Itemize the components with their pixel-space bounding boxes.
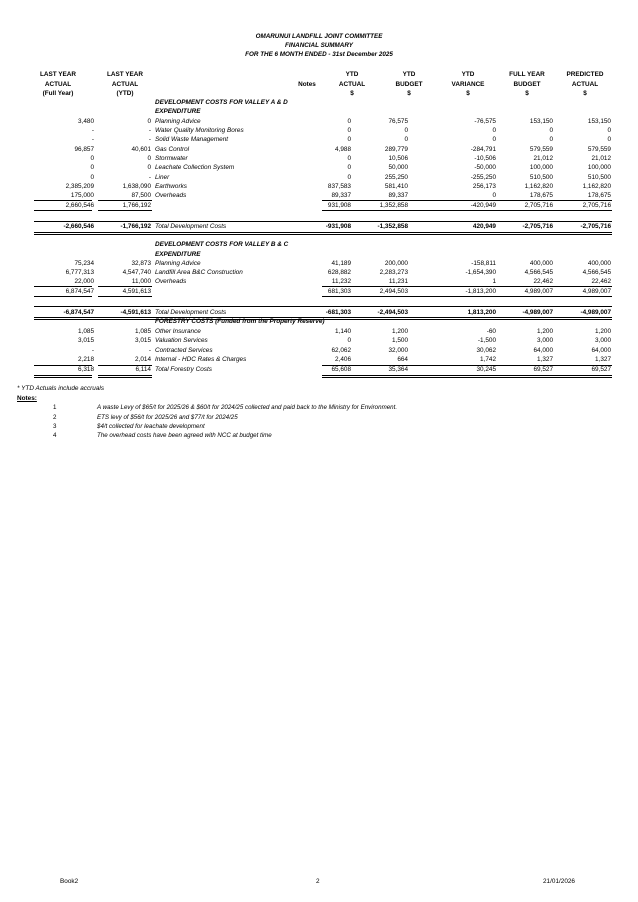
cell-c4: 628,882: [327, 269, 351, 276]
subtotal-rule: [322, 375, 612, 376]
cell-c8: 400,000: [587, 260, 611, 267]
note-number: 3: [53, 423, 57, 430]
cell-c5: 2,494,503: [379, 288, 408, 295]
cell-c5: 32,000: [388, 347, 408, 354]
cell-c2: 11,000: [131, 278, 151, 285]
cell-c6: -158,811: [471, 260, 496, 267]
cell-c6: -50,000: [474, 164, 496, 171]
cell-c5: 255,250: [384, 174, 408, 181]
cell-c8: 4,566,545: [582, 269, 611, 276]
row-label: Internal - HDC Rates & Charges: [155, 356, 247, 363]
cell-c5: -1,352,858: [377, 223, 408, 230]
cell-c8: 3,000: [595, 337, 611, 344]
subtotal-rule: [34, 200, 92, 201]
subtotal-rule: [34, 375, 92, 376]
row-label: Solid Waste Management: [155, 136, 229, 143]
cell-c4: 89,337: [331, 192, 351, 199]
row-label: Total Forestry Costs: [155, 366, 212, 373]
cell-c1: 75,234: [74, 260, 94, 267]
cell-c8: 69,527: [591, 366, 611, 373]
cell-c2: -4,591,613: [120, 309, 151, 316]
cell-c2: 32,873: [131, 260, 151, 267]
row-label: Valuation Services: [155, 337, 208, 344]
cell-c7: 1,162,820: [524, 183, 553, 190]
note-number: 2: [53, 414, 57, 421]
cell-c7: 21,012: [533, 155, 553, 162]
cell-c7: 3,000: [537, 337, 553, 344]
col-header-last-year-full: LAST YEAR ACTUAL (Full Year): [39, 71, 77, 97]
cell-c7: 69,527: [533, 366, 553, 373]
cell-c4: 4,988: [335, 146, 351, 153]
cell-c2: 3,015: [135, 337, 151, 344]
col-header-ytd-actual: YTD ACTUAL $: [338, 71, 366, 97]
cell-c7: 4,566,545: [524, 269, 553, 276]
total-rule: [34, 234, 612, 235]
cell-c5: 664: [397, 356, 408, 363]
subtotal-rule: [322, 286, 612, 287]
cell-c5: 1,500: [392, 337, 408, 344]
row-label: Landfill Area B&C Construction: [155, 269, 243, 276]
cell-c1: 96,857: [74, 146, 94, 153]
subtotal-rule: [98, 210, 152, 211]
section-heading: [0, 240, 638, 250]
cell-c6: 1: [492, 278, 496, 285]
cell-c8: 1,200: [595, 328, 611, 335]
cell-c1: 3,015: [78, 337, 94, 344]
cell-c4: 1,140: [335, 328, 351, 335]
cell-c8: 100,000: [587, 164, 611, 171]
row-label: Liner: [155, 174, 170, 181]
subtotal-rule: [98, 377, 152, 378]
cell-c7: 400,000: [529, 260, 553, 267]
cell-c2: 4,591,613: [122, 288, 151, 295]
col-header-notes: Notes: [298, 81, 316, 88]
cell-c7: 579,559: [529, 146, 553, 153]
row-label: EXPENDITURE: [155, 251, 201, 258]
note-text: A waste Levy of $65/t for 2025/26 & $60/t for 2024/25 collected and paid back to the Ministry for Environment.: [97, 404, 398, 411]
row-label: Gas Control: [155, 146, 190, 153]
cell-c4: 41,189: [331, 260, 351, 267]
cell-c7: 64,000: [533, 347, 553, 354]
cell-c5: 11,231: [388, 278, 408, 285]
cell-c6: 420,949: [472, 223, 496, 230]
footer-date: 21/01/2026: [543, 878, 575, 885]
cell-c5: 50,000: [388, 164, 408, 171]
cell-c4: 0: [347, 337, 351, 344]
row-label: Overheads: [155, 192, 187, 199]
cell-c4: 0: [347, 155, 351, 162]
cell-c7: 100,000: [529, 164, 553, 171]
footer-page-number: 2: [316, 878, 320, 885]
note-number: 4: [53, 432, 57, 439]
subtotal-rule: [322, 210, 612, 211]
subtotal-rule: [322, 365, 612, 366]
cell-c1: 3,480: [78, 118, 94, 125]
cell-c6: -76,575: [474, 118, 496, 125]
table-row: [0, 365, 638, 375]
cell-c4: 0: [347, 136, 351, 143]
note-text: ETS levy of $56/t for 2025/26 and $77/t for 2024/25: [97, 414, 238, 421]
row-label: Total Development Costs: [155, 309, 227, 316]
col-header-ytd-variance: YTD VARIANCE $: [451, 71, 485, 97]
note-text: The overhead costs have been agreed with NCC at budget time: [97, 432, 272, 439]
cell-c7: 0: [549, 127, 553, 134]
total-rule: [34, 221, 612, 222]
cell-c2: -1,766,192: [120, 223, 151, 230]
cell-c4: 0: [347, 174, 351, 181]
cell-c8: -4,989,007: [580, 309, 611, 316]
cell-c6: 0: [492, 127, 496, 134]
cell-c8: -2,705,716: [580, 223, 611, 230]
cell-c8: 21,012: [591, 155, 611, 162]
cell-c6: 30,245: [476, 366, 496, 373]
note-item: [0, 403, 638, 413]
cell-c1: 0: [90, 164, 94, 171]
col-header-predicted-actual: PREDICTED ACTUAL $: [566, 71, 604, 97]
cell-c4: -681,303: [325, 309, 351, 316]
cell-c1: 2,218: [78, 356, 94, 363]
cell-c5: 289,779: [384, 146, 408, 153]
cell-c8: 0: [607, 127, 611, 134]
row-label: Stormwater: [155, 155, 188, 162]
cell-c1: 0: [90, 155, 94, 162]
cell-c8: 153,150: [587, 118, 611, 125]
cell-c4: 2,406: [335, 356, 351, 363]
cell-c1: 6,777,313: [65, 269, 94, 276]
cell-c6: -420,949: [470, 202, 496, 209]
cell-c6: 0: [492, 136, 496, 143]
cell-c4: 837,583: [327, 183, 351, 190]
cell-c5: 89,337: [388, 192, 408, 199]
cell-c1: -6,874,547: [63, 309, 94, 316]
cell-c6: 1,813,200: [467, 309, 496, 316]
subtotal-rule: [34, 377, 92, 378]
cell-c2: -: [148, 127, 151, 134]
total-row: [0, 222, 638, 232]
cell-c8: 178,675: [587, 192, 611, 199]
cell-c7: 1,200: [537, 328, 553, 335]
row-label: EXPENDITURE: [155, 108, 201, 115]
cell-c2: 0: [147, 155, 151, 162]
cell-c4: 0: [347, 127, 351, 134]
row-label: Planning Advice: [155, 260, 201, 267]
cell-c2: 1,766,192: [122, 202, 151, 209]
cell-c4: -931,908: [325, 223, 351, 230]
cell-c2: 40,601: [131, 146, 151, 153]
cell-c8: 64,000: [591, 347, 611, 354]
cell-c1: -: [91, 136, 94, 143]
cell-c8: 2,705,716: [582, 202, 611, 209]
note-text: $4/t collected for leachate development: [97, 423, 205, 430]
cell-c1: 175,000: [70, 192, 94, 199]
table-row: [0, 355, 638, 365]
cell-c7: 153,150: [529, 118, 553, 125]
cell-c6: -255,250: [470, 174, 496, 181]
cell-c5: -2,494,503: [377, 309, 408, 316]
cell-c2: 6,114: [135, 366, 151, 373]
note-item: [0, 431, 638, 441]
cell-c8: 0: [607, 136, 611, 143]
subtotal-rule: [98, 375, 152, 376]
cell-c6: 256,173: [472, 183, 496, 190]
row-label: Earthworks: [155, 183, 187, 190]
cell-c2: 0: [147, 118, 151, 125]
subtotal-rule: [98, 286, 152, 287]
row-label: DEVELOPMENT COSTS FOR VALLEY A & D: [155, 99, 288, 106]
row-label: Other Insurance: [155, 328, 201, 335]
cell-c2: 4,547,740: [122, 269, 151, 276]
cell-c1: -: [91, 347, 94, 354]
cell-c1: 0: [90, 174, 94, 181]
cell-c1: 22,000: [74, 278, 94, 285]
cell-c2: 0: [147, 164, 151, 171]
report-period: FOR THE 6 MONTH ENDED - 31st December 2025: [245, 51, 393, 58]
cell-c2: 87,500: [131, 192, 151, 199]
subtotal-rule: [322, 200, 612, 201]
cell-c7: -2,705,716: [522, 223, 553, 230]
cell-c2: 2,014: [135, 356, 151, 363]
row-label: FORESTRY COSTS (Funded from the Property Reserve): [155, 318, 325, 325]
cell-c4: 0: [347, 164, 351, 171]
subtotal-rule: [34, 210, 92, 211]
cell-c4: 65,608: [331, 366, 351, 373]
subtotal-rule: [34, 296, 92, 297]
total-rule: [34, 319, 612, 320]
cell-c7: -4,989,007: [522, 309, 553, 316]
cell-c5: 1,352,858: [379, 202, 408, 209]
notes-heading: Notes:: [17, 395, 37, 402]
cell-c5: 200,000: [384, 260, 408, 267]
cell-c6: 30,062: [476, 347, 496, 354]
cell-c1: -2,660,546: [63, 223, 94, 230]
table-row: [0, 163, 638, 173]
cell-c6: 1,742: [480, 356, 496, 363]
cell-c4: 62,062: [331, 347, 351, 354]
cell-c2: 1,085: [135, 328, 151, 335]
cell-c8: 579,559: [587, 146, 611, 153]
cell-c8: 4,989,007: [582, 288, 611, 295]
subtotal-rule: [34, 365, 92, 366]
note-number: 1: [53, 404, 57, 411]
accruals-note: * YTD Actuals include accruals: [17, 385, 105, 392]
cell-c4: 681,303: [327, 288, 351, 295]
cell-c6: -60: [486, 328, 496, 335]
row-label: Contracted Services: [155, 347, 213, 354]
row-label: Leachate Collection System: [155, 164, 235, 171]
cell-c1: 6,318: [78, 366, 94, 373]
cell-c7: 4,989,007: [524, 288, 553, 295]
row-label: Planning Advice: [155, 118, 201, 125]
subtotal-rule: [98, 200, 152, 201]
total-rule: [34, 317, 612, 318]
cell-c2: -: [148, 136, 151, 143]
cell-c1: 2,660,546: [65, 202, 94, 209]
cell-c8: 22,462: [591, 278, 611, 285]
cell-c7: 178,675: [529, 192, 553, 199]
cell-c2: -: [148, 347, 151, 354]
cell-c5: 35,364: [388, 366, 408, 373]
cell-c6: -1,500: [477, 337, 496, 344]
cell-c7: 510,500: [529, 174, 553, 181]
cell-c8: 1,327: [595, 356, 611, 363]
cell-c7: 2,705,716: [524, 202, 553, 209]
cell-c5: 1,200: [392, 328, 408, 335]
cell-c4: 0: [347, 118, 351, 125]
section-heading: [0, 107, 638, 117]
row-label: Overheads: [155, 278, 187, 285]
cell-c4: 931,908: [327, 202, 351, 209]
table-row: [0, 336, 638, 346]
cell-c1: 2,385,209: [65, 183, 94, 190]
cell-c6: -10,506: [474, 155, 496, 162]
total-rule: [34, 232, 612, 233]
row-label: Total Development Costs: [155, 223, 227, 230]
cell-c2: 1,638,090: [122, 183, 151, 190]
cell-c6: -284,791: [470, 146, 496, 153]
cell-c5: 10,506: [388, 155, 408, 162]
cell-c5: 0: [404, 136, 408, 143]
cell-c8: 510,500: [587, 174, 611, 181]
cell-c6: 0: [492, 192, 496, 199]
report-title: OMARUNUI LANDFILL JOINT COMMITTEE: [255, 33, 383, 40]
cell-c1: -: [91, 127, 94, 134]
footer-filename: Book2: [60, 878, 79, 885]
cell-c7: 1,327: [537, 356, 553, 363]
col-header-ytd-budget: YTD BUDGET $: [395, 71, 423, 97]
cell-c8: 1,162,820: [582, 183, 611, 190]
cell-c6: -1,654,390: [465, 269, 496, 276]
cell-c1: 6,874,547: [65, 288, 94, 295]
report-subtitle: FINANCIAL SUMMARY: [285, 42, 353, 49]
cell-c2: -: [148, 174, 151, 181]
cell-c5: 76,575: [388, 118, 408, 125]
cell-c4: 11,232: [331, 278, 351, 285]
cell-c1: 1,085: [78, 328, 94, 335]
subtotal-rule: [322, 377, 612, 378]
subtotal-rule: [98, 296, 152, 297]
cell-c7: 0: [549, 136, 553, 143]
subtotal-rule: [98, 365, 152, 366]
cell-c5: 0: [404, 127, 408, 134]
table-row: [0, 135, 638, 145]
cell-c7: 22,462: [533, 278, 553, 285]
cell-c5: 2,283,273: [379, 269, 408, 276]
total-rule: [34, 306, 612, 307]
row-label: Water Quality Monitoring Bores: [155, 127, 244, 134]
row-label: DEVELOPMENT COSTS FOR VALLEY B & C: [155, 241, 289, 248]
cell-c6: -1,813,200: [465, 288, 496, 295]
col-header-last-year-ytd: LAST YEAR ACTUAL (YTD): [106, 71, 144, 97]
cell-c5: 581,410: [384, 183, 408, 190]
subtotal-rule: [34, 286, 92, 287]
col-header-full-year-budget: FULL YEAR BUDGET $: [509, 71, 545, 97]
subtotal-rule: [322, 296, 612, 297]
